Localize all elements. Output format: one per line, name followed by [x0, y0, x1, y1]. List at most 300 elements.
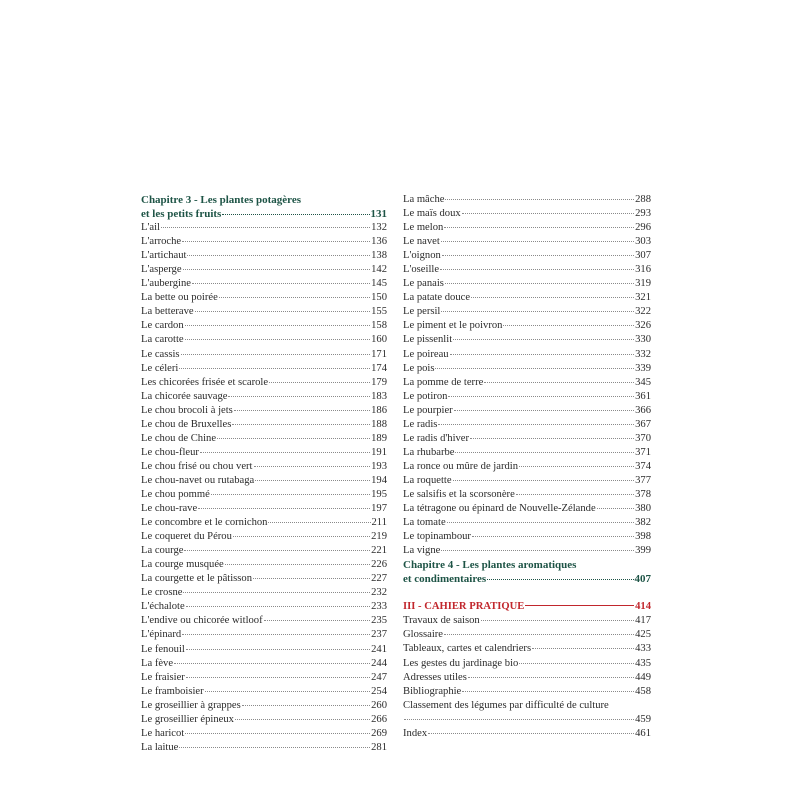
toc-entry-page: 155: [371, 306, 387, 318]
toc-entry[interactable]: [141, 362, 387, 376]
section-rule: [525, 605, 634, 606]
toc-entry[interactable]: [141, 376, 387, 390]
toc-entry[interactable]: [141, 530, 387, 544]
toc-entry-page: 195: [371, 488, 387, 500]
toc-entry[interactable]: [403, 362, 651, 376]
dot-leader: [187, 255, 370, 256]
toc-entry[interactable]: [141, 600, 387, 614]
toc-entry-page: 145: [371, 278, 387, 290]
toc-entry-page: 461: [635, 727, 651, 739]
toc-entry-label: Le pissenlit: [403, 334, 453, 346]
dot-leader: [185, 325, 370, 326]
toc-entry-label: La tétragone ou épinard de Nouvelle-Zélande: [403, 503, 596, 515]
dot-leader: [254, 466, 371, 467]
toc-entry-label: La mâche: [403, 194, 445, 205]
toc-entry[interactable]: [403, 319, 651, 333]
toc-entry[interactable]: [403, 263, 651, 277]
toc-entry-page: 326: [635, 320, 651, 332]
chapter-3-heading[interactable]: [141, 193, 387, 221]
toc-entry-page: 158: [371, 320, 387, 332]
toc-entry[interactable]: [141, 418, 387, 432]
toc-entry-label: Le cardon: [141, 320, 184, 332]
toc-entry-label: Le chou-fleur: [141, 446, 199, 458]
toc-entry-page: 332: [635, 348, 651, 360]
toc-entry-label: L'ail: [141, 222, 160, 234]
toc-entry-page: 459: [635, 713, 651, 725]
toc-entry-label: L'échalote: [141, 601, 185, 613]
toc-entry-page: 380: [635, 503, 651, 515]
dot-leader: [519, 466, 634, 467]
toc-entry-label: Le chou-rave: [141, 503, 198, 515]
toc-entry-label: Le chou de Bruxelles: [141, 418, 232, 430]
toc-entry[interactable]: [403, 671, 651, 685]
toc-entry-page: 293: [635, 208, 651, 220]
toc-entry[interactable]: [141, 614, 387, 628]
toc-entry-label: La vigne: [403, 545, 441, 557]
toc-entry-page: 303: [635, 236, 651, 248]
toc-entry-page: 179: [371, 376, 387, 388]
toc-entry-label: Le piment et le poivron: [403, 320, 503, 332]
toc-entry[interactable]: [403, 544, 651, 558]
toc-entry[interactable]: [403, 418, 651, 432]
dot-leader: [516, 494, 634, 495]
dot-leader: [183, 592, 370, 593]
toc-entry-label: Classement des légumes par difficulté de culture: [403, 699, 609, 711]
toc-entry-page: 378: [635, 488, 651, 500]
toc-entry-label: Le cassis: [141, 348, 180, 360]
toc-entry-label: L'oignon: [403, 250, 441, 262]
toc-entry-page: 269: [371, 727, 387, 739]
toc-entry-list: [403, 727, 651, 741]
toc-entry[interactable]: [403, 530, 651, 544]
dot-leader: [468, 677, 634, 678]
toc-entry-label: L'asperge: [141, 264, 182, 276]
toc-entry-label: Le poireau: [403, 348, 449, 360]
dot-leader: [470, 438, 634, 439]
toc-entry-label: Le topinambour: [403, 531, 471, 543]
toc-entry-page: 425: [635, 629, 651, 641]
dot-leader: [182, 241, 370, 242]
toc-entry-label: Le maïs doux: [403, 208, 461, 220]
toc-entry-label: L'épinard: [141, 629, 182, 641]
toc-entry-page: 374: [635, 460, 651, 472]
toc-entry-page: 235: [371, 615, 387, 627]
dot-leader: [161, 227, 370, 228]
toc-entry[interactable]: [403, 404, 651, 418]
toc-entry-page: 194: [371, 474, 387, 486]
toc-entry[interactable]: [141, 657, 387, 671]
toc-entry[interactable]: [141, 277, 387, 291]
toc-entry[interactable]: [141, 628, 387, 642]
toc-entry[interactable]: [403, 193, 651, 207]
toc-entry-label: La bette ou poirée: [141, 292, 218, 304]
toc-entry[interactable]: [403, 488, 651, 502]
toc-entry-page: 186: [371, 404, 387, 416]
toc-entry-page: 435: [635, 657, 651, 669]
dot-leader: [453, 339, 634, 340]
toc-entry-label: Le panais: [403, 278, 444, 290]
chapter-title-row: [141, 207, 387, 221]
toc-entry[interactable]: [141, 488, 387, 502]
toc-entry[interactable]: [141, 544, 387, 558]
toc-entry-page: 339: [635, 362, 651, 374]
toc-entry[interactable]: [141, 432, 387, 446]
toc-entry-label: Index: [403, 727, 428, 739]
toc-entry-label: Bibliographie: [403, 685, 462, 697]
toc-column-right: [403, 193, 651, 741]
dot-leader: [450, 354, 635, 355]
toc-entry-page: 247: [371, 671, 387, 683]
dot-leader: [232, 424, 370, 425]
dot-leader: [471, 297, 634, 298]
toc-entry-label: Glossaire: [403, 629, 444, 641]
dot-leader: [192, 283, 370, 284]
toc-entry-page: 345: [635, 376, 651, 388]
toc-entry-label: La courgette et le pâtisson: [141, 573, 253, 585]
toc-entry-page: 193: [371, 460, 387, 472]
toc-entry-page: 361: [635, 390, 651, 402]
toc-entry-page: 288: [635, 194, 651, 205]
dot-leader: [445, 199, 634, 200]
toc-entry[interactable]: [403, 685, 651, 699]
toc-entry-page: 237: [371, 629, 387, 641]
dot-leader: [484, 382, 634, 383]
toc-entry[interactable]: [141, 348, 387, 362]
dot-leader: [472, 536, 634, 537]
toc-entry-label: L'oseille: [403, 264, 440, 276]
dot-leader: [440, 269, 634, 270]
toc-entry[interactable]: [403, 207, 651, 221]
toc-entry-label: Le pois: [403, 362, 435, 374]
toc-entry[interactable]: [141, 685, 387, 699]
toc-entry-page: 296: [635, 222, 651, 234]
toc-entry-label: Le chou frisé ou chou vert: [141, 460, 253, 472]
chapter-title-line1: Chapitre 3 - Les plantes potagères: [141, 194, 302, 206]
toc-entry[interactable]: [141, 235, 387, 249]
toc-entry[interactable]: [141, 643, 387, 657]
dot-leader: [487, 579, 633, 580]
toc-entry-page: 281: [371, 741, 387, 753]
toc-entry-page: 171: [371, 348, 387, 360]
toc-entry-label: La chicorée sauvage: [141, 390, 228, 402]
dot-leader: [198, 508, 370, 509]
toc-entry[interactable]: [403, 446, 651, 460]
toc-entry-page: 219: [371, 531, 387, 543]
toc-entry-label: Les chicorées frisée et scarole: [141, 376, 269, 388]
toc-entry-page: 260: [371, 699, 387, 711]
dot-leader: [185, 339, 370, 340]
toc-entry-page: 382: [635, 517, 651, 529]
toc-entry-label: Le salsifis et la scorsonère: [403, 488, 515, 500]
dot-leader: [441, 241, 634, 242]
toc-entry-label: La betterave: [141, 306, 194, 318]
dot-leader: [181, 354, 371, 355]
toc-entry-label: Tableaux, cartes et calendriers: [403, 643, 532, 655]
toc-entry-page: 367: [635, 418, 651, 430]
dot-leader: [503, 325, 634, 326]
toc-entry[interactable]: [141, 333, 387, 347]
dot-leader: [455, 452, 634, 453]
dot-leader: [200, 452, 370, 453]
toc-entry-page: 211: [371, 517, 387, 529]
toc-entry-label: L'artichaut: [141, 250, 187, 262]
toc-entry-page: 377: [635, 474, 651, 486]
toc-entry-label: Le framboisier: [141, 685, 204, 697]
toc-entry-page: 398: [635, 531, 651, 543]
toc-entry-label: La pomme de terre: [403, 376, 484, 388]
chapter-4-heading[interactable]: [403, 558, 651, 586]
dot-leader: [255, 480, 370, 481]
dot-leader: [442, 255, 634, 256]
chapter-page-number: 131: [370, 208, 387, 221]
toc-entry-list: [141, 221, 387, 755]
toc-entry-page: 241: [371, 643, 387, 655]
toc-entry-label: Le haricot: [141, 727, 185, 739]
toc-entry-page: 226: [371, 559, 387, 571]
toc-entry[interactable]: [403, 305, 651, 319]
dot-leader: [597, 508, 634, 509]
dot-leader: [462, 213, 634, 214]
toc-entry-page: 417: [635, 615, 651, 627]
toc-entry-page: 232: [371, 587, 387, 599]
toc-entry-page: 183: [371, 390, 387, 402]
toc-entry[interactable]: [141, 460, 387, 474]
toc-entry-page: 399: [635, 545, 651, 557]
dot-leader: [438, 424, 634, 425]
dot-leader: [453, 480, 635, 481]
toc-entry-label: Le chou pommé: [141, 488, 210, 500]
toc-entry-label: Le groseillier à grappes: [141, 699, 241, 711]
toc-entry-page: 221: [371, 545, 387, 557]
toc-entry-label: Le melon: [403, 222, 444, 234]
dot-leader: [268, 522, 370, 523]
dot-leader: [481, 620, 634, 621]
toc-entry-wrapped[interactable]: [403, 699, 651, 727]
chapter-title-line2: et condimentaires: [403, 573, 487, 586]
section-title-row: [403, 600, 651, 614]
toc-entry-label: Les gestes du jardinage bio: [403, 657, 519, 669]
toc-entry[interactable]: [403, 249, 651, 263]
dot-leader: [444, 634, 634, 635]
dot-leader: [532, 648, 634, 649]
dot-leader: [185, 733, 370, 734]
dot-leader: [428, 733, 634, 734]
toc-entry-label: Le radis d'hiver: [403, 432, 470, 444]
dot-leader: [435, 368, 634, 369]
dot-leader: [445, 283, 634, 284]
chapter-page-number: 407: [634, 573, 651, 586]
dot-leader: [179, 368, 370, 369]
toc-entry-page: 142: [371, 264, 387, 276]
toc-entry[interactable]: [403, 390, 651, 404]
dot-leader: [195, 311, 370, 312]
toc-entry[interactable]: [141, 446, 387, 460]
toc-entry[interactable]: [403, 277, 651, 291]
toc-entry[interactable]: [403, 333, 651, 347]
toc-entry[interactable]: [403, 628, 651, 642]
toc-entry[interactable]: [403, 460, 651, 474]
dot-leader: [404, 719, 634, 720]
toc-entry-page: 138: [371, 250, 387, 262]
toc-entry-page: 366: [635, 404, 651, 416]
toc-entry-page: 449: [635, 671, 651, 683]
toc-entry-label: Le concombre et le cornichon: [141, 517, 268, 529]
toc-entry-label: La patate douce: [403, 292, 471, 304]
chapter-title-line1: Chapitre 4 - Les plantes aromatiques: [403, 559, 577, 572]
toc-entry-list: [403, 614, 651, 698]
toc-entry-label: Le potiron: [403, 390, 448, 402]
dot-leader: [441, 550, 634, 551]
toc-entry-label: Le radis: [403, 418, 438, 430]
toc-entry[interactable]: [141, 319, 387, 333]
dot-leader: [186, 649, 370, 650]
toc-entry-label: Travaux de saison: [403, 615, 480, 627]
toc-entry-label: La roquette: [403, 474, 452, 486]
dot-leader: [211, 494, 370, 495]
toc-entry-page: 321: [635, 292, 651, 304]
dot-leader: [447, 522, 634, 523]
section-page-number: 414: [635, 601, 651, 613]
toc-entry-label: Le chou brocoli à jets: [141, 404, 233, 416]
dot-leader: [454, 410, 634, 411]
dot-leader: [441, 311, 634, 312]
toc-entry-page: 150: [371, 292, 387, 304]
chapter-title-row: [403, 572, 651, 586]
toc-entry[interactable]: [403, 657, 651, 671]
toc-entry-page: 316: [635, 264, 651, 276]
toc-entry-page: 227: [371, 573, 387, 585]
toc-entry[interactable]: [141, 474, 387, 488]
toc-entry[interactable]: [141, 221, 387, 235]
toc-entry[interactable]: [141, 404, 387, 418]
toc-entry-page: 307: [635, 250, 651, 262]
toc-entry[interactable]: [403, 474, 651, 488]
toc-entry-page: 458: [635, 685, 651, 697]
toc-entry[interactable]: [403, 432, 651, 446]
toc-entry-page: 197: [371, 503, 387, 515]
toc-entry-label: La tomate: [403, 517, 446, 529]
toc-entry-label: La ronce ou mûre de jardin: [403, 460, 519, 472]
toc-entry[interactable]: [403, 235, 651, 249]
toc-entry-label: La courge musquée: [141, 559, 224, 571]
toc-entry[interactable]: [141, 713, 387, 727]
dot-leader: [222, 214, 369, 215]
toc-entry-label: Le persil: [403, 306, 441, 318]
toc-entry[interactable]: [141, 249, 387, 263]
toc-entry-label: L'arroche: [141, 236, 182, 248]
dot-leader: [235, 719, 370, 720]
dot-leader: [186, 677, 370, 678]
toc-entry-label: La rhubarbe: [403, 446, 455, 458]
toc-entry-page: 191: [371, 446, 387, 458]
toc-entry[interactable]: [141, 291, 387, 305]
toc-entry-page: 174: [371, 362, 387, 374]
toc-entry-label: Le chou de Chine: [141, 432, 217, 444]
dot-leader: [234, 410, 370, 411]
toc-entry-page: 233: [371, 601, 387, 613]
toc-entry-page: 266: [371, 713, 387, 725]
toc-entry[interactable]: [141, 516, 387, 530]
toc-entry[interactable]: [403, 376, 651, 390]
toc-entry-label: Le pourpier: [403, 404, 453, 416]
toc-entry[interactable]: [141, 502, 387, 516]
toc-entry-page: 319: [635, 278, 651, 290]
toc-entry[interactable]: [141, 671, 387, 685]
dot-leader: [462, 691, 634, 692]
toc-entry-label: Adresses utiles: [403, 671, 467, 683]
chapter-title-line2: et les petits fruits: [141, 208, 222, 221]
dot-leader: [205, 691, 370, 692]
toc-entry-label: Le groseillier épineux: [141, 713, 234, 725]
toc-entry[interactable]: [141, 741, 387, 755]
toc-entry[interactable]: [403, 614, 651, 628]
toc-entry-label: Le fenouil: [141, 643, 185, 655]
dot-leader: [225, 564, 370, 565]
toc-entry-page: 189: [371, 432, 387, 444]
toc-entry-label: Le chou-navet ou rutabaga: [141, 474, 255, 486]
dot-leader: [186, 606, 370, 607]
toc-entry[interactable]: [141, 586, 387, 600]
dot-leader: [264, 620, 370, 621]
dot-leader: [179, 747, 370, 748]
toc-entry[interactable]: [403, 502, 651, 516]
toc-entry-label: L'endive ou chicorée witloof: [141, 615, 263, 627]
toc-entry-page: 160: [371, 334, 387, 346]
dot-leader: [519, 663, 634, 664]
toc-entry-page: 371: [635, 446, 651, 458]
toc-entry[interactable]: [141, 263, 387, 277]
toc-entry-label: La courge: [141, 545, 184, 557]
toc-entry-page: 132: [371, 222, 387, 234]
toc-entry[interactable]: [141, 558, 387, 572]
toc-entry[interactable]: [403, 642, 651, 656]
dot-leader: [182, 634, 370, 635]
toc-entry-label: La carotte: [141, 334, 184, 346]
toc-entry[interactable]: [403, 516, 651, 530]
toc-entry-label: Le crosne: [141, 587, 183, 599]
dot-leader: [444, 227, 634, 228]
toc-entry-page: 136: [371, 236, 387, 248]
section-cahier-pratique-heading[interactable]: [403, 600, 651, 614]
toc-entry-page: 322: [635, 306, 651, 318]
dot-leader: [233, 536, 370, 537]
dot-leader: [219, 297, 370, 298]
toc-entry-page: 254: [371, 685, 387, 697]
toc-entry[interactable]: [141, 727, 387, 741]
toc-entry[interactable]: [403, 291, 651, 305]
toc-entry[interactable]: [141, 305, 387, 319]
dot-leader: [228, 396, 370, 397]
toc-entry[interactable]: [403, 727, 651, 741]
section-title: III - CAHIER PRATIQUE: [403, 601, 525, 613]
toc-entry-label: Le navet: [403, 236, 440, 248]
toc-entry-label: Le céleri: [141, 362, 179, 374]
toc-entry[interactable]: [141, 572, 387, 586]
toc-entry[interactable]: [141, 390, 387, 404]
toc-entry[interactable]: [403, 348, 651, 362]
toc-entry[interactable]: [141, 699, 387, 713]
dot-leader: [242, 705, 370, 706]
toc-entry-row: [403, 713, 651, 727]
toc-entry-page: 188: [371, 418, 387, 430]
dot-leader: [174, 663, 370, 664]
dot-leader: [217, 438, 370, 439]
dot-leader: [184, 550, 370, 551]
toc-column-left: [141, 193, 387, 755]
toc-entry-label: L'aubergine: [141, 278, 191, 290]
toc-entry[interactable]: [403, 221, 651, 235]
dot-leader: [253, 578, 370, 579]
